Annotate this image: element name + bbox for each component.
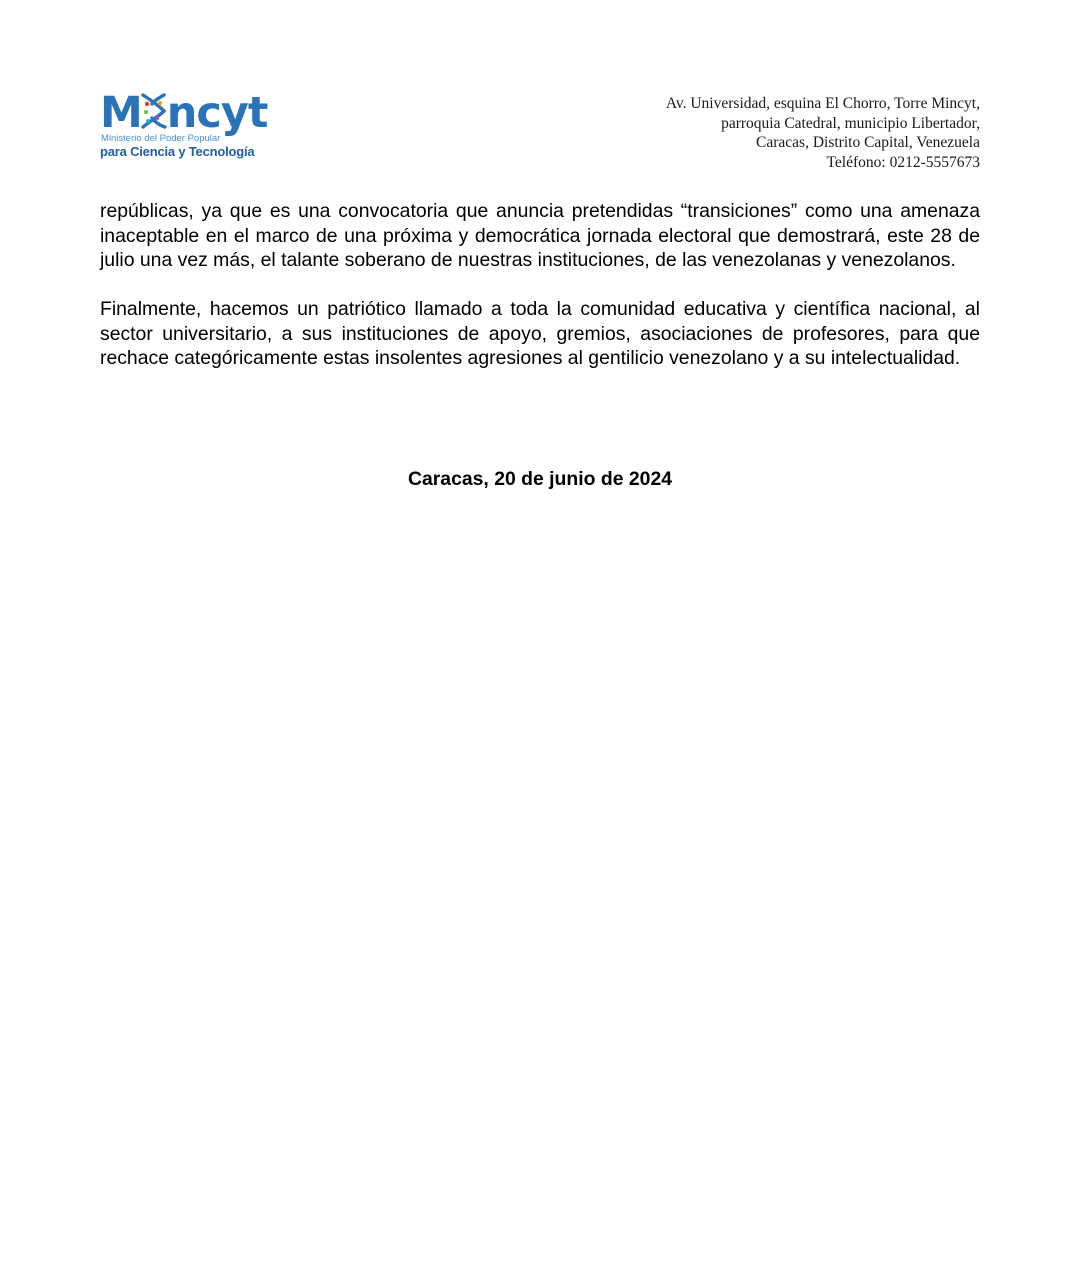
logo-subtitle-bold: para Ciencia y Tecnología	[100, 144, 255, 159]
address-line: Av. Universidad, esquina El Chorro, Torre Mincyt,	[665, 95, 980, 112]
document-body	[100, 199, 980, 395]
address-line: parroquia Catedral, municipio Libertador,	[721, 114, 980, 132]
logo-wordmark	[100, 88, 267, 138]
body-paragraph: repúblicas, ya que es una convocatoria que anuncia pretendidas “transiciones” como una amenaza inaceptable en el marco de una próxima y democrática jornada electoral que demostrará, este 28 de julio una vez más, el talante soberano de nuestras instituciones, de las venezolanas y venezolanos.	[100, 200, 980, 271]
address-line: Caracas, Distrito Capital, Venezuela	[756, 134, 980, 151]
body-paragraph: Finalmente, hacemos un patriótico llamado a toda la comunidad educativa y científica nacional, al sector universitario, a sus instituciones de apoyo, gremios, asociaciones de profesores, para que rechace categóricamente estas insolentes agresiones al gentilicio venezolano y a su intelectualidad.	[100, 298, 980, 369]
logo-wordmark-rest: ncyt	[166, 88, 268, 138]
letterhead-address	[520, 94, 980, 172]
dna-helix-icon	[140, 91, 168, 131]
mincyt-logo	[100, 88, 280, 168]
logo-subtitle-small: Ministerio del Poder Popular	[101, 133, 221, 144]
address-phone: Teléfono: 0212-5557673	[826, 153, 980, 171]
signature-date: Caracas, 20 de junio de 2024	[407, 468, 673, 490]
logo-wordmark-initial: M	[100, 88, 142, 138]
